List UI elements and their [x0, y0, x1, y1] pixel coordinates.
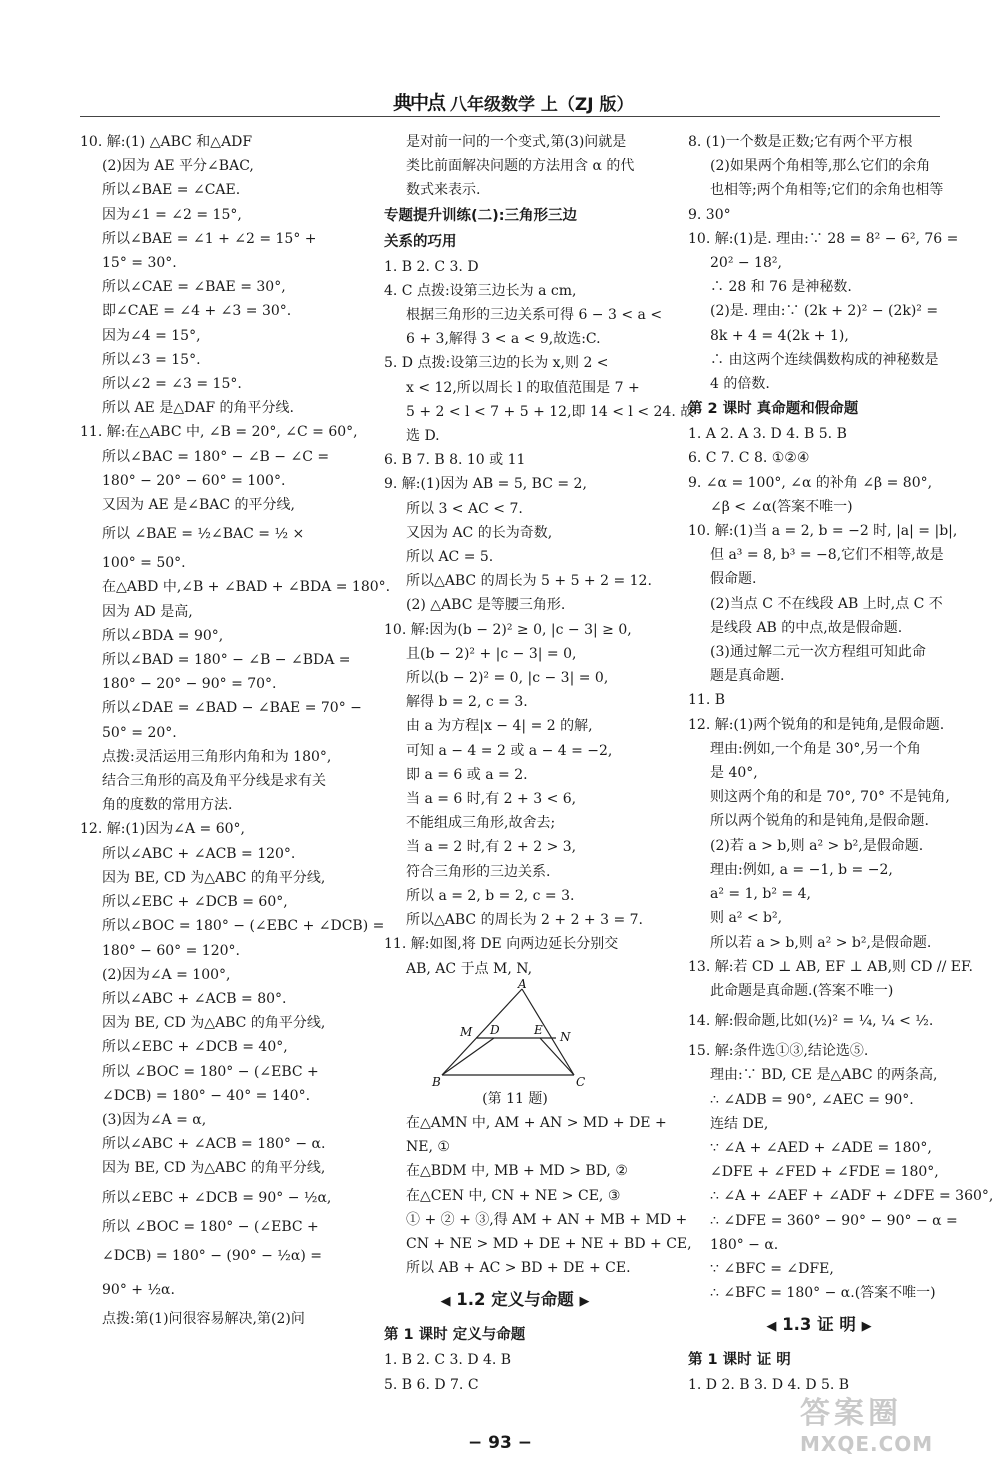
text-line: ∠DCB) = 180° − (90° − ½α) =	[102, 1247, 322, 1264]
text-line: 1. B 2. C 3. D	[384, 258, 479, 275]
column-right	[688, 130, 994, 1398]
text-line: ① + ② + ③,得 AM + AN + MB + MD +	[406, 1211, 688, 1228]
text-line: NE, ①	[406, 1139, 450, 1156]
text-line: 180° − 20° − 90° = 70°.	[102, 676, 277, 693]
text-line: 根据三角形的三边关系可得 6 − 3 < a <	[406, 307, 663, 324]
text-line: CN + NE > MD + DE + NE + BD + CE,	[406, 1235, 692, 1252]
label-m: M	[460, 1024, 473, 1039]
section-subheading: 专题提升训练(二):三角形三边	[384, 207, 578, 224]
text-line: 所以(b − 2)² = 0, |c − 3| = 0,	[406, 670, 609, 687]
label-c: C	[576, 1074, 586, 1089]
text-line: 所以∠ABC + ∠ACB = 80°.	[102, 990, 287, 1007]
text-line: 因为∠1 = ∠2 = 15°,	[102, 206, 242, 223]
label-n: N	[560, 1029, 571, 1044]
text-line: 是线段 AB 的中点,故是假命题.	[710, 619, 903, 636]
text-line: 理由:例如, a = −1, b = −2,	[710, 861, 893, 878]
text-line: 点拨:第(1)问很容易解决,第(2)问	[102, 1310, 305, 1327]
text-line: 180° − 60° = 120°.	[102, 942, 240, 959]
text-line: 所以 AB + AC > BD + DE + CE.	[406, 1260, 631, 1277]
column-middle	[384, 130, 695, 1397]
text-line: (3)通过解二元一次方程组可知此命	[710, 644, 926, 661]
text-line: 所以两个锐角的和是钝角,是假命题.	[710, 813, 929, 830]
text-line: 所以△ABC 的周长为 2 + 2 + 3 = 7.	[406, 912, 644, 929]
text-line: 11. B	[688, 692, 726, 709]
text-line: 因为 BE, CD 为△ABC 的角平分线,	[102, 869, 326, 886]
text-line: 6. B 7. B 8. 10 或 11	[384, 452, 526, 469]
text-line: 所以∠EBC + ∠DCB = 90° − ½α,	[102, 1189, 332, 1206]
text-line: ∴ 由这两个连续偶数构成的神秘数是	[710, 351, 939, 368]
text-line: a² = 1, b² = 4,	[710, 886, 811, 903]
text-line: ∴ ∠BFC = 180° − α.(答案不唯一)	[710, 1285, 936, 1302]
text-line: 所以∠BAC = 180° − ∠B − ∠C =	[102, 448, 330, 465]
text-line: 解得 b = 2, c = 3.	[406, 694, 528, 711]
text-line: 所以∠BAE = ∠CAE.	[102, 182, 241, 199]
text-line: (2)是. 理由:∵ (2k + 2)² − (2k)² =	[710, 303, 939, 320]
text-line: 13. 解:若 CD ⊥ AB, EF ⊥ AB,则 CD // EF.	[688, 958, 973, 975]
publisher-logo: 典中点	[393, 92, 445, 114]
text-line: ∴ ∠A + ∠AEF + ∠ADF + ∠DFE = 360°,	[710, 1188, 994, 1205]
text-line: 5. D 点拨:设第三边的长为 x,则 2 <	[384, 355, 609, 372]
text-line: 则 a² < b²,	[710, 910, 783, 927]
text-line: 符合三角形的三边关系.	[406, 863, 551, 880]
text-line: 又因为 AE 是∠BAC 的平分线,	[102, 497, 295, 514]
text-line: (2) △ABC 是等腰三角形.	[406, 597, 566, 614]
text-line: 50° = 20°.	[102, 724, 177, 741]
text-line: 因为∠4 = 15°,	[102, 327, 201, 344]
text-line: 所以∠BOC = 180° − (∠EBC + ∠DCB) =	[102, 918, 385, 935]
text-line: 是 40°,	[710, 765, 758, 782]
text-line: 11. 解:在△ABC 中, ∠B = 20°, ∠C = 60°,	[80, 424, 358, 441]
text-line: 1. B 2. C 3. D 4. B	[384, 1352, 512, 1369]
text-line: 则这两个角的和是 70°, 70° 不是钝角,	[710, 789, 950, 806]
text-line: ∴ 28 和 76 是神秘数.	[710, 279, 852, 296]
text-line: (2)如果两个角相等,那么它们的余角	[710, 158, 931, 175]
text-line: 所以 ∠BOC = 180° − (∠EBC +	[102, 1218, 319, 1235]
text-line: 10. 解:(1)是. 理由:∵ 28 = 8² − 6², 76 =	[688, 230, 959, 247]
text-line: 所以 ∠BAE = ½∠BAC = ½ ×	[102, 526, 305, 543]
text-line: 所以 3 < AC < 7.	[406, 500, 523, 517]
text-line: 所以∠EBC + ∠DCB = 40°,	[102, 1039, 288, 1056]
text-line: 8k + 4 = 4(2k + 1),	[710, 327, 849, 344]
text-line: 4 的倍数.	[710, 376, 770, 393]
text-line: x < 12,所以周长 l 的取值范围是 7 +	[406, 379, 640, 396]
text-line: 所以∠2 = ∠3 = 15°.	[102, 376, 242, 393]
text-line: 所以∠ABC + ∠ACB = 120°.	[102, 845, 296, 862]
text-line: 在△AMN 中, AM + AN > MD + DE +	[406, 1114, 667, 1131]
text-line: ∵ ∠A + ∠AED + ∠ADE = 180°,	[710, 1139, 932, 1156]
text-line: 所以∠EBC + ∠DCB = 60°,	[102, 894, 288, 911]
text-line: 所以∠BAD = 180° − ∠B − ∠BDA =	[102, 652, 351, 669]
text-line: 6 + 3,解得 3 < a < 9,故选:C.	[406, 331, 601, 348]
text-line: 数式来表示.	[406, 182, 481, 199]
triangle-diagram	[430, 976, 600, 1089]
text-line: 5 + 2 < l < 7 + 5 + 12,即 14 < l < 24. 故	[406, 403, 695, 420]
right-triangle-icon: ▶	[861, 1319, 872, 1335]
label-b: B	[432, 1074, 441, 1089]
text-line: 所以∠3 = 15°.	[102, 351, 201, 368]
text-line: ∴ ∠DFE = 360° − 90° − 90° − α =	[710, 1212, 958, 1229]
text-line: ∴ ∠ADB = 90°, ∠AEC = 90°.	[710, 1091, 914, 1108]
text-line: 6. C 7. C 8. ①②④	[688, 450, 810, 467]
book-title: 八年级数学 上（ZJ 版）	[450, 95, 634, 115]
text-line: 因为 BE, CD 为△ABC 的角平分线,	[102, 1015, 326, 1032]
section-heading	[384, 1280, 646, 1322]
text-line: 在△ABD 中,∠B + ∠BAD + ∠BDA = 180°.	[102, 579, 391, 596]
text-line: 点拨:灵活运用三角形内角和为 180°,	[102, 748, 332, 765]
text-line: ∠β < ∠α(答案不唯一)	[710, 498, 853, 515]
text-line: 所以∠CAE = ∠BAE = 30°,	[102, 279, 286, 296]
text-line: 所以△ABC 的周长为 5 + 5 + 2 = 12.	[406, 573, 652, 590]
section-subheading: 关系的巧用	[384, 233, 457, 250]
text-line: 所以∠BDA = 90°,	[102, 627, 224, 644]
text-line: 10. 解:因为(b − 2)² ≥ 0, |c − 3| ≥ 0,	[384, 621, 632, 638]
text-line: 假命题.	[710, 571, 757, 588]
text-line: 当 a = 2 时,有 2 + 2 > 3,	[406, 839, 577, 856]
watermark	[800, 1388, 990, 1458]
section-heading	[688, 1305, 950, 1347]
text-line: (2)因为 AE 平分∠BAC,	[102, 158, 254, 175]
text-line: 14. 解:假命题,比如(½)² = ¼, ¼ < ½.	[688, 1013, 934, 1030]
text-line: (3)因为∠A = α,	[102, 1111, 207, 1128]
text-line: 是对前一问的一个变式,第(3)问就是	[406, 134, 627, 150]
text-line: 20² − 18²,	[710, 255, 782, 272]
text-line: 可知 a − 4 = 2 或 a − 4 = −2,	[406, 742, 613, 759]
text-line: 180° − α.	[710, 1236, 779, 1253]
text-line: 因为 AD 是高,	[102, 603, 193, 620]
text-line: 在△CEN 中, CN + NE > CE, ③	[406, 1187, 621, 1204]
text-line: 也相等;两个角相等;它们的余角也相等	[710, 182, 944, 199]
label-d: D	[490, 1022, 500, 1037]
text-line: 题是真命题.	[710, 668, 785, 685]
text-line: 不能组成三角形,故舍去;	[406, 815, 556, 832]
text-line: ∵ ∠BFC = ∠DFE,	[710, 1260, 834, 1277]
text-line: 所以若 a > b,则 a² > b²,是假命题.	[710, 934, 932, 951]
text-line: 所以 ∠BOC = 180° − (∠EBC +	[102, 1063, 319, 1080]
text-line: 此命题是真命题.(答案不唯一)	[710, 982, 894, 999]
page-header	[0, 88, 1000, 118]
column-left	[80, 130, 391, 1331]
left-triangle-icon: ◀	[440, 1294, 451, 1310]
text-line: 角的度数的常用方法.	[102, 797, 233, 814]
text-line: 在△BDM 中, MB + MD > BD, ②	[406, 1163, 628, 1180]
label-a: A	[518, 976, 527, 991]
header-rule	[80, 116, 940, 117]
text-line: 连结 DE,	[710, 1115, 769, 1132]
left-triangle-icon: ◀	[766, 1319, 777, 1335]
text-line: 因为 BE, CD 为△ABC 的角平分线,	[102, 1160, 326, 1177]
side-ab	[442, 989, 522, 1075]
text-line: 100° = 50°.	[102, 555, 186, 572]
text-line: 9. 30°	[688, 206, 731, 223]
lesson-heading: 第 1 课时 证 明	[688, 1352, 791, 1369]
segment-bd	[442, 1038, 494, 1075]
text-line: 即∠CAE = ∠4 + ∠3 = 30°.	[102, 303, 292, 320]
text-line: 90° + ½α.	[102, 1281, 175, 1298]
text-line: 9. ∠α = 100°, ∠α 的补角 ∠β = 80°,	[688, 474, 933, 491]
page-number: − 93 −	[468, 1433, 532, 1453]
text-line: 由 a 为方程|x − 4| = 2 的解,	[406, 718, 593, 735]
text-line: 理由:∵ BD, CE 是△ABC 的两条高,	[710, 1067, 938, 1084]
text-line: 选 D.	[406, 428, 440, 445]
lesson-heading: 第 2 课时 真命题和假命题	[688, 401, 859, 418]
text-line: 12. 解:(1)因为∠A = 60°,	[80, 821, 245, 838]
text-line: 即 a = 6 或 a = 2.	[406, 766, 528, 783]
text-line: 1. D 2. B 3. D 4. D 5. B	[688, 1377, 850, 1394]
text-line: (2)当点 C 不在线段 AB 上时,点 C 不	[710, 595, 943, 612]
text-line: 所以 AE 是△DAF 的角平分线.	[102, 400, 294, 417]
text-line: AB, AC 于点 M, N,	[406, 960, 533, 977]
text-line: (2)因为∠A = 100°,	[102, 966, 231, 983]
section-title: 1.3 证 明	[782, 1315, 856, 1335]
text-line: 4. C 点拨:设第三边长为 a cm,	[384, 282, 577, 299]
text-line: 180° − 20° − 60° = 100°.	[102, 472, 286, 489]
text-line: 11. 解:如图,将 DE 向两边延长分别交	[384, 936, 619, 953]
right-triangle-icon: ▶	[579, 1294, 590, 1310]
lesson-heading: 第 1 课时 定义与命题	[384, 1327, 526, 1344]
text-line: 结合三角形的高及角平分线是求有关	[102, 773, 326, 790]
text-line: 且(b − 2)² + |c − 3| = 0,	[406, 645, 577, 662]
text-line: 所以 AC = 5.	[406, 549, 494, 566]
text-line: ∠DCB) = 180° − 40° = 140°.	[102, 1087, 311, 1104]
text-line: 1. A 2. A 3. D 4. B 5. B	[688, 426, 847, 443]
text-line: 8. (1)一个数是正数;它有两个平方根	[688, 134, 913, 150]
text-line: 所以∠BAE = ∠1 + ∠2 = 15° +	[102, 230, 317, 247]
figure-caption: (第 11 题)	[482, 1090, 548, 1107]
text-line: 10. 解:(1)当 a = 2, b = −2 时, |a| = |b|,	[688, 523, 958, 540]
text-line: 12. 解:(1)两个锐角的和是钝角,是假命题.	[688, 716, 945, 733]
text-line: 5. B 6. D 7. C	[384, 1376, 479, 1393]
text-line: 所以∠DAE = ∠BAD − ∠BAE = 70° −	[102, 700, 362, 717]
text-line: 所以∠ABC + ∠ACB = 180° − α.	[102, 1136, 326, 1153]
text-line: 15. 解:条件选①③,结论选⑤.	[688, 1043, 869, 1060]
text-line: 9. 解:(1)因为 AB = 5, BC = 2,	[384, 476, 587, 493]
text-line: 当 a = 6 时,有 2 + 3 < 6,	[406, 791, 577, 808]
text-line: 15° = 30°.	[102, 255, 177, 272]
text-line: 理由:例如,一个角是 30°,另一个角	[710, 740, 921, 757]
label-e: E	[534, 1022, 543, 1037]
text-line: ∠DFE + ∠FED + ∠FDE = 180°,	[710, 1164, 939, 1181]
text-line: 10. 解:(1) △ABC 和△ADF	[80, 134, 253, 150]
triangle-figure	[384, 976, 646, 1089]
text-line: 但 a³ = 8, b³ = −8,它们不相等,故是	[710, 547, 944, 564]
section-title: 1.2 定义与命题	[456, 1290, 574, 1310]
text-line: 又因为 AC 的长为奇数,	[406, 524, 553, 541]
watermark-url: MXQE.COM	[800, 1432, 934, 1456]
text-line: (2)若 a > b,则 a² > b²,是假命题.	[710, 837, 924, 854]
text-line: 所以 a = 2, b = 2, c = 3.	[406, 887, 575, 904]
watermark-logo: 答案圈	[800, 1396, 902, 1431]
text-line: 类比前面解决问题的方法用含 α 的代	[406, 158, 635, 175]
